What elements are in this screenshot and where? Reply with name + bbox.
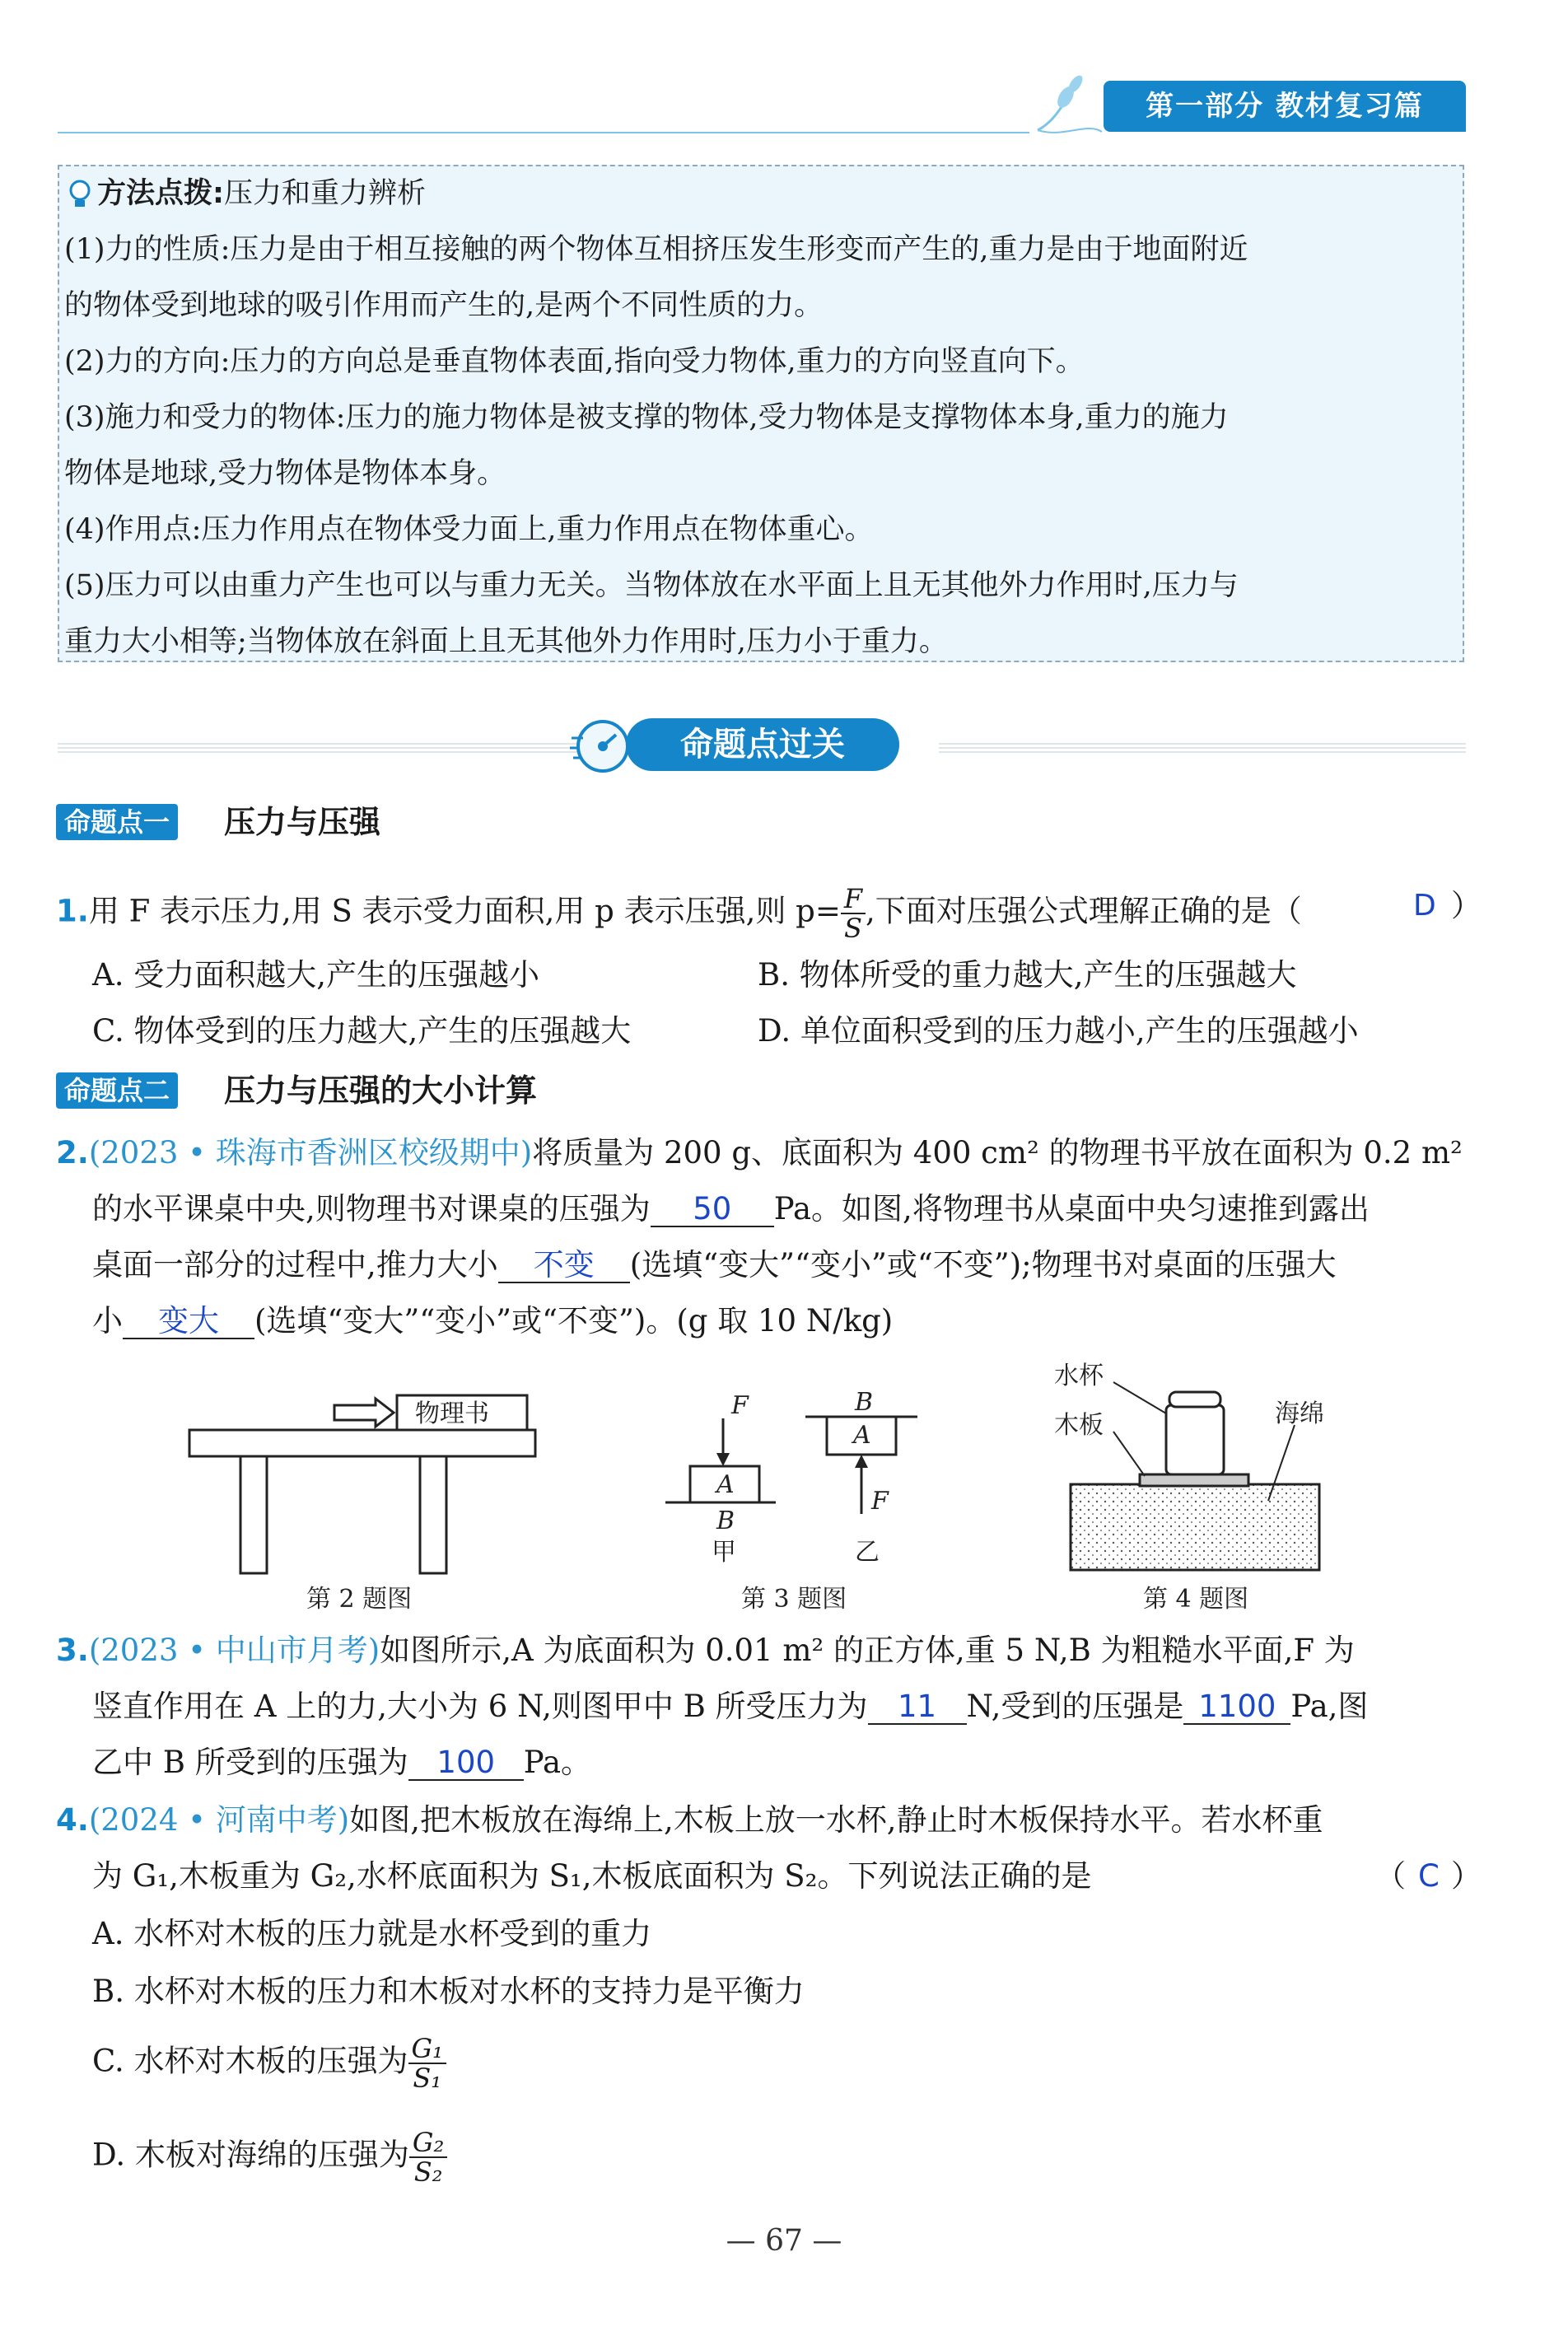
diagram-jia-label: 甲 [712, 1538, 736, 1567]
block-a-label: A [716, 1470, 735, 1499]
section-banner: 命题点过关 [626, 718, 899, 771]
up-arrow-icon [855, 1455, 868, 1468]
surface-b-label: B [716, 1507, 735, 1535]
figure-4-caption: 第 4 题图 [1143, 1585, 1249, 1614]
block-a-label: A [853, 1421, 871, 1450]
fraction-numerator: F [841, 885, 866, 914]
question-1 [56, 885, 1302, 942]
page-number: — 67 — [726, 2224, 842, 2258]
fraction-denominator: S₂ [413, 2156, 443, 2188]
section-tag-2: 命题点二 [56, 1072, 178, 1109]
figure-2-caption: 第 2 题图 [306, 1585, 413, 1614]
option-d: D. 单位面积受到的压力越小,产生的压强越小 [758, 1013, 1359, 1049]
fraction-numerator: G₂ [409, 2128, 447, 2158]
tip-title: 方法点拨: [97, 177, 224, 210]
question-number: 1. [56, 893, 89, 929]
desk-leg [420, 1456, 446, 1573]
question-2-line-3 [92, 1244, 1337, 1287]
question-text: 小 [92, 1303, 123, 1339]
desk-top [189, 1430, 535, 1456]
pressure-fraction [409, 2128, 447, 2186]
question-number: 4. [56, 1802, 89, 1838]
option-text: D. 木板对海绵的压强为 [92, 2137, 409, 2173]
tip-topic: 压力和重力辨析 [224, 177, 427, 210]
option-a: A. 受力面积越大,产生的压强越小 [92, 957, 540, 993]
leaf-decoration-icon [1029, 64, 1104, 138]
pressure-formula [841, 885, 866, 942]
down-arrow-icon [716, 1453, 730, 1466]
sponge [1071, 1484, 1319, 1570]
banner-rule-left [58, 741, 585, 753]
force-label: F [731, 1391, 749, 1420]
surface-b-label: B [855, 1388, 874, 1417]
tip-line: (1)力的性质:压力是由于相互接触的两个物体互相挤压发生形变而产生的,重力是由于地面附近 [64, 233, 1248, 266]
fraction-numerator: G₁ [408, 2035, 446, 2064]
option-c: C. 物体受到的压力越大,产生的压强越大 [92, 1013, 632, 1049]
option-a: A. 水杯对木板的压力就是水杯受到的重力 [92, 1916, 652, 1951]
book-label: 物理书 [415, 1399, 489, 1428]
question-text: 如图,把木板放在海绵上,木板上放一水杯,静止时木板保持水平。若水杯重 [349, 1802, 1323, 1838]
question-text: 桌面一部分的过程中,推力大小 [92, 1247, 498, 1282]
chapter-badge: 第一部分 教材复习篇 [1104, 81, 1466, 132]
figure-4-cup-board-sponge [1054, 1359, 1334, 1573]
option-b: B. 水杯对木板的压力和木板对水杯的支持力是平衡力 [92, 1974, 805, 2009]
tip-line: 的物体受到地球的吸引作用而产生的,是两个不同性质的力。 [64, 289, 824, 322]
answer-blank: 变大 [123, 1305, 254, 1339]
question-text: 竖直作用在 A 上的力,大小为 6 N,则图甲中 B 所受压力为 [92, 1689, 868, 1724]
answer-q4: C [1418, 1858, 1440, 1894]
question-number: 3. [56, 1633, 89, 1668]
cup-lid [1169, 1392, 1220, 1407]
question-text: 用 F 表示压力,用 S 表示受力面积,用 p 表示压强,则 p= [88, 893, 841, 929]
answer-q1: D [1413, 889, 1436, 923]
tip-line: (2)力的方向:压力的方向总是垂直物体表面,指向受力物体,重力的方向竖直向下。 [64, 345, 1085, 378]
option-text: C. 水杯对木板的压强为 [92, 2043, 408, 2079]
stopwatch-icon [568, 710, 634, 779]
figure-2-desk-book [181, 1384, 544, 1581]
question-source: (2023 • 中山市月考) [88, 1633, 380, 1668]
section-tag-1: 命题点一 [56, 804, 178, 840]
question-3-line-1 [56, 1629, 1355, 1672]
answer-blank: 不变 [498, 1249, 630, 1283]
diagram-yi-label: 乙 [855, 1538, 880, 1567]
answer-blank: 1100 [1183, 1690, 1290, 1725]
pressure-fraction [408, 2035, 446, 2092]
option-b: B. 物体所受的重力越大,产生的压强越大 [758, 957, 1297, 993]
figure-3-caption: 第 3 题图 [741, 1585, 847, 1614]
figure-3-forces [659, 1384, 939, 1573]
question-text: 如图所示,A 为底面积为 0.01 m² 的正方体,重 5 N,B 为粗糙水平面,F 为 [380, 1633, 1355, 1668]
question-source: (2023 • 珠海市香洲区校级期中) [88, 1135, 533, 1170]
board [1140, 1474, 1248, 1486]
fraction-denominator: S₁ [413, 2063, 442, 2094]
force-label: F [871, 1487, 889, 1516]
section-title-1: 压力与压强 [224, 804, 381, 840]
header-rule [58, 132, 1029, 133]
question-text: (选填“变大”“变小”或“不变”);物理书对桌面的压强大 [629, 1247, 1337, 1282]
question-text: 乙中 B 所受到的压强为 [92, 1745, 408, 1780]
answer-blank: 100 [408, 1746, 524, 1781]
section-title-2: 压力与压强的大小计算 [224, 1072, 538, 1109]
desk-leg [240, 1456, 267, 1573]
question-3-line-2 [92, 1685, 1368, 1728]
question-text: N,受到的压强是 [966, 1689, 1184, 1724]
option-c [92, 2035, 446, 2092]
paren-open: （ [1375, 1858, 1406, 1894]
tip-line: (5)压力可以由重力产生也可以与重力无关。当物体放在水平面上且无其他外力作用时,压力与 [64, 569, 1239, 602]
question-text: ,下面对压强公式理解正确的是（ [866, 893, 1302, 929]
fraction-denominator: S [843, 913, 862, 944]
tip-line: 重力大小相等;当物体放在斜面上且无其他外力作用时,压力小于重力。 [64, 625, 948, 658]
option-d [92, 2128, 447, 2186]
question-2-line-2 [92, 1188, 1370, 1231]
question-text: (选填“变大”“变小”或“不变”)。(g 取 10 N/kg) [254, 1303, 894, 1339]
question-4-line-1 [56, 1799, 1323, 1842]
banner-rule-right [939, 741, 1466, 753]
question-3-line-3 [92, 1741, 591, 1784]
question-source: (2024 • 河南中考) [88, 1802, 350, 1838]
cup-label: 水杯 [1054, 1362, 1104, 1390]
board-label: 木板 [1054, 1411, 1104, 1440]
question-4-line-2: 为 G₁,木板重为 G₂,水杯底面积为 S₁,木板底面积为 S₂。下列说法正确的是 [92, 1858, 1092, 1894]
tip-line: 物体是地球,受力物体是物体本身。 [64, 457, 506, 490]
tip-line: (4)作用点:压力作用点在物体受力面上,重力作用点在物体重心。 [64, 513, 874, 546]
paren-close: ） [1451, 888, 1482, 923]
question-text: 将质量为 200 g、底面积为 400 cm² 的物理书平放在面积为 0.2 m² [532, 1135, 1463, 1170]
tip-line: (3)施力和受力的物体:压力的施力物体是被支撑的物体,受力物体是支撑物体本身,重力的施力 [64, 401, 1229, 434]
push-arrow-icon [334, 1399, 394, 1427]
sponge-label: 海绵 [1275, 1399, 1324, 1428]
question-2-line-4 [92, 1300, 893, 1343]
cup [1166, 1405, 1224, 1474]
answer-blank: 11 [868, 1690, 967, 1725]
question-text: Pa。如图,将物理书从桌面中央匀速推到露出 [773, 1191, 1370, 1226]
question-2-line-1 [56, 1132, 1463, 1175]
question-text: Pa。 [523, 1745, 592, 1780]
lightbulb-icon [66, 178, 94, 211]
question-text: Pa,图 [1290, 1689, 1369, 1724]
answer-blank: 50 [651, 1193, 774, 1227]
question-number: 2. [56, 1135, 89, 1170]
paren-close: ） [1451, 1858, 1482, 1894]
tip-title-line [97, 173, 426, 214]
question-text: 的水平课桌中央,则物理书对课桌的压强为 [92, 1191, 651, 1226]
